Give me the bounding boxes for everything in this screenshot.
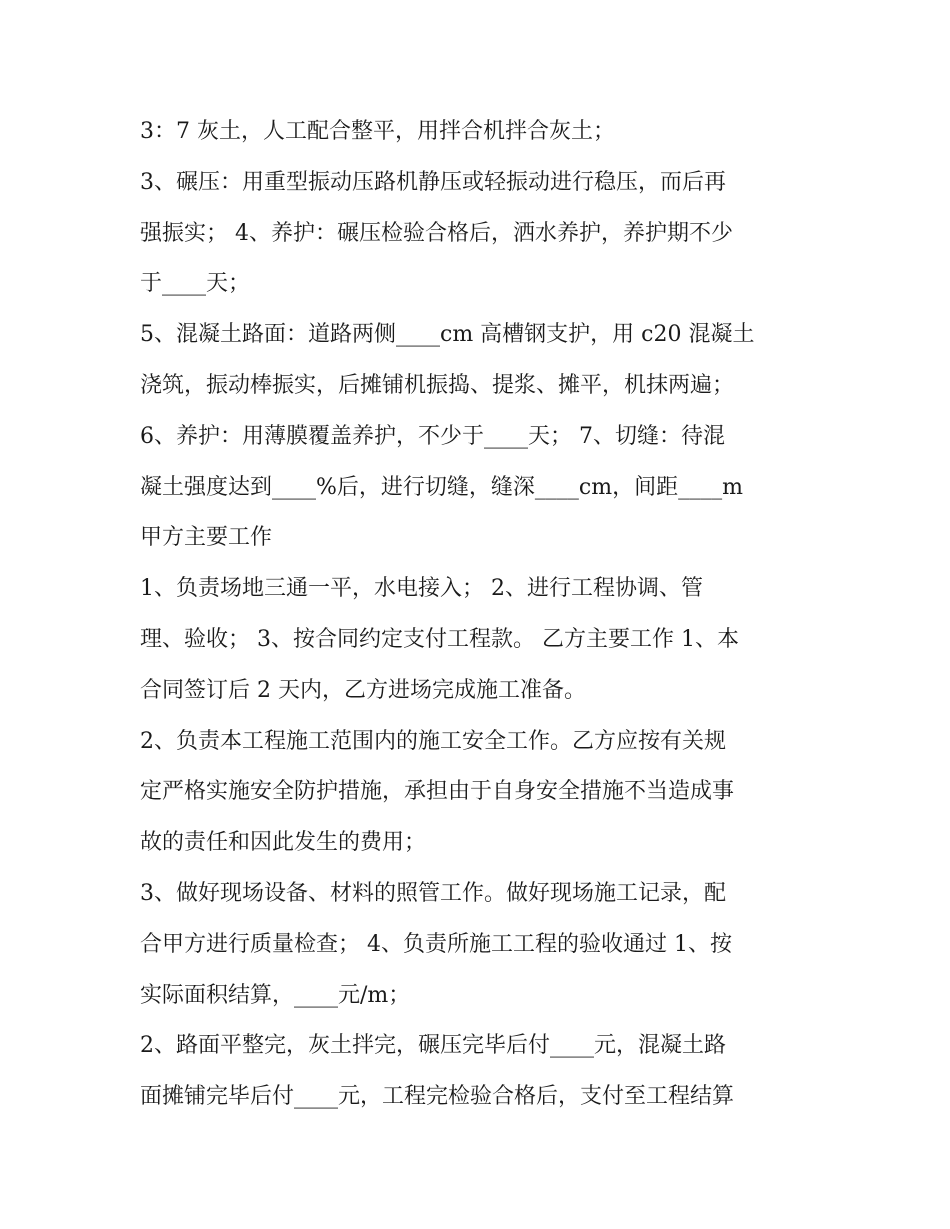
contract-text-body xyxy=(140,107,820,1123)
text-line: 2、路面平整完，灰土拌完，碾压完毕后付____元，混凝土路 xyxy=(140,1033,726,1059)
text-line: 面摊铺完毕后付____元，工程完检验合格后，支付至工程结算 xyxy=(140,1084,735,1110)
text-line: 于____天； xyxy=(140,271,251,297)
text-line: 浇筑，振动棒振实，后摊铺机振捣、提浆、摊平，机抹两遍； xyxy=(140,372,735,398)
text-line: 理、验收； 3、按合同约定支付工程款。 乙方主要工作 1、本 xyxy=(140,626,739,652)
text-line: 5、混凝土路面：道路两侧____cm 高槽钢支护，用 c20 混凝土 xyxy=(140,322,755,348)
text-line: 3、做好现场设备、材料的照管工作。做好现场施工记录，配 xyxy=(140,880,726,906)
text-line: 实际面积结算，____元/m； xyxy=(140,982,411,1008)
text-line: 3：7 灰土，人工配合整平，用拌合机拌合灰土； xyxy=(140,119,615,144)
text-line: 2、负责本工程施工范围内的施工安全工作。乙方应按有关规 xyxy=(140,728,726,754)
text-line: 定严格实施安全防护措施，承担由于自身安全措施不当造成事 xyxy=(140,779,735,805)
text-line: 凝土强度达到____%后，进行切缝，缝深____cm，间距____m xyxy=(140,474,743,500)
text-line: 合同签订后 2 天内，乙方进场完成施工准备。 xyxy=(140,677,586,703)
text-line: 3、碾压：用重型振动压路机静压或轻振动进行稳压，而后再 xyxy=(140,169,726,195)
text-line: 1、负责场地三通一平，水电接入； 2、进行工程协调、管 xyxy=(140,576,703,602)
text-line: 合甲方进行质量检查； 4、负责所施工工程的验收通过 1、按 xyxy=(140,931,732,957)
text-line: 故的责任和因此发生的费用； xyxy=(140,830,427,856)
text-line: 强振实； 4、养护：碾压检验合格后，洒水养护，养护期不少 xyxy=(140,220,733,246)
section-heading: 甲方主要工作 xyxy=(140,525,273,551)
text-line: 6、养护：用薄膜覆盖养护，不少于____天； 7、切缝：待混 xyxy=(140,423,725,449)
